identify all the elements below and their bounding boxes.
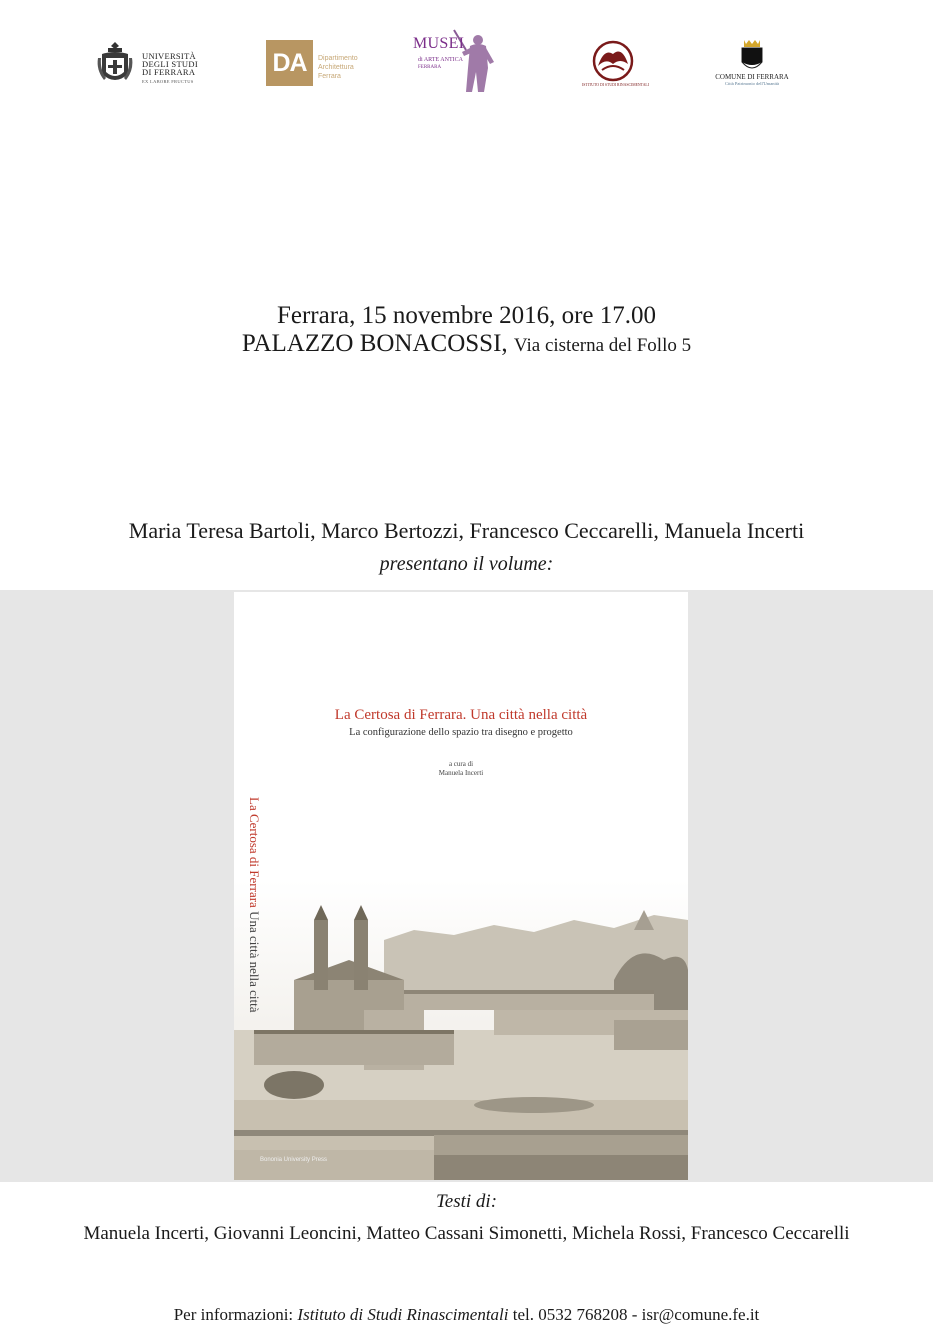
musei-subtitle: di ARTE ANTICA: [418, 57, 463, 63]
event-address: Via cisterna del Follo 5: [513, 335, 692, 356]
book-title: La Certosa di Ferrara. Una città nella città: [334, 707, 588, 723]
presenters-intro: presentano il volume:: [379, 553, 554, 575]
da-logo: [266, 40, 376, 86]
university-line3: DI FERRARA: [142, 67, 196, 77]
logo-bar: [0, 0, 933, 110]
contact-info: [0, 1305, 933, 1325]
book-subtitle: La configurazione dello spazio tra disegno e progetto: [349, 727, 573, 738]
certosa-engraving-image: [234, 880, 688, 1180]
info-prefix: Per informazioni:: [173, 1305, 294, 1324]
city-shield-icon: [712, 38, 792, 74]
authors-label: Testi di:: [435, 1191, 498, 1212]
university-line2: DEGLI STUDI: [142, 59, 198, 69]
university-logo: [96, 40, 208, 90]
comune-tagline: Città Patrimonio dell'Umanità: [724, 81, 780, 86]
book-spine-text: [246, 797, 262, 1013]
book-cover: [234, 592, 688, 1180]
isr-logo-text: ISTITUTO DI STUDI RINASCIMENTALI: [582, 83, 650, 87]
da-line2: Architettura: [318, 64, 354, 71]
university-crest-icon: [96, 40, 134, 88]
comune-name: COMUNE DI FERRARA: [715, 73, 789, 81]
event-venue: PALAZZO BONACOSSI,: [241, 330, 508, 357]
event-date: Ferrara, 15 novembre 2016, ore 17.00: [276, 302, 657, 329]
presenters-names: Maria Teresa Bartoli, Marco Bertozzi, Francesco Ceccarelli, Manuela Incerti: [128, 518, 805, 543]
da-line1: Dipartimento: [318, 55, 358, 62]
isr-emblem-icon: [582, 40, 644, 82]
university-motto: EX LABORE FRUCTUS: [142, 79, 194, 84]
spine-subtitle: Una città nella città: [247, 911, 262, 1013]
book-curator-label: a cura di: [448, 760, 474, 768]
spine-title: La Certosa di Ferrara: [247, 797, 262, 908]
authors-list: Manuela Incerti, Giovanni Leoncini, Matteo Cassani Simonetti, Michela Rossi, Francesco Ceccarelli: [83, 1223, 850, 1244]
da-mark: DA: [266, 40, 313, 86]
comune-logo: [712, 38, 792, 90]
info-contact: tel. 0532 768208 - isr@comune.fe.it: [512, 1305, 760, 1324]
da-line3: Ferrara: [318, 73, 341, 80]
university-line1: UNIVERSITÀ: [142, 51, 196, 61]
book-curator: Manuela Incerti: [438, 769, 484, 777]
musei-title: MUSEI: [413, 35, 465, 52]
info-institute: Istituto di Studi Rinascimentali: [297, 1305, 509, 1324]
isr-logo: [582, 40, 650, 90]
book-publisher: Bononia University Press: [260, 1157, 328, 1163]
event-venue-line: [0, 330, 933, 358]
musei-logo: [412, 28, 496, 94]
musei-city: FERRARA: [418, 65, 442, 70]
